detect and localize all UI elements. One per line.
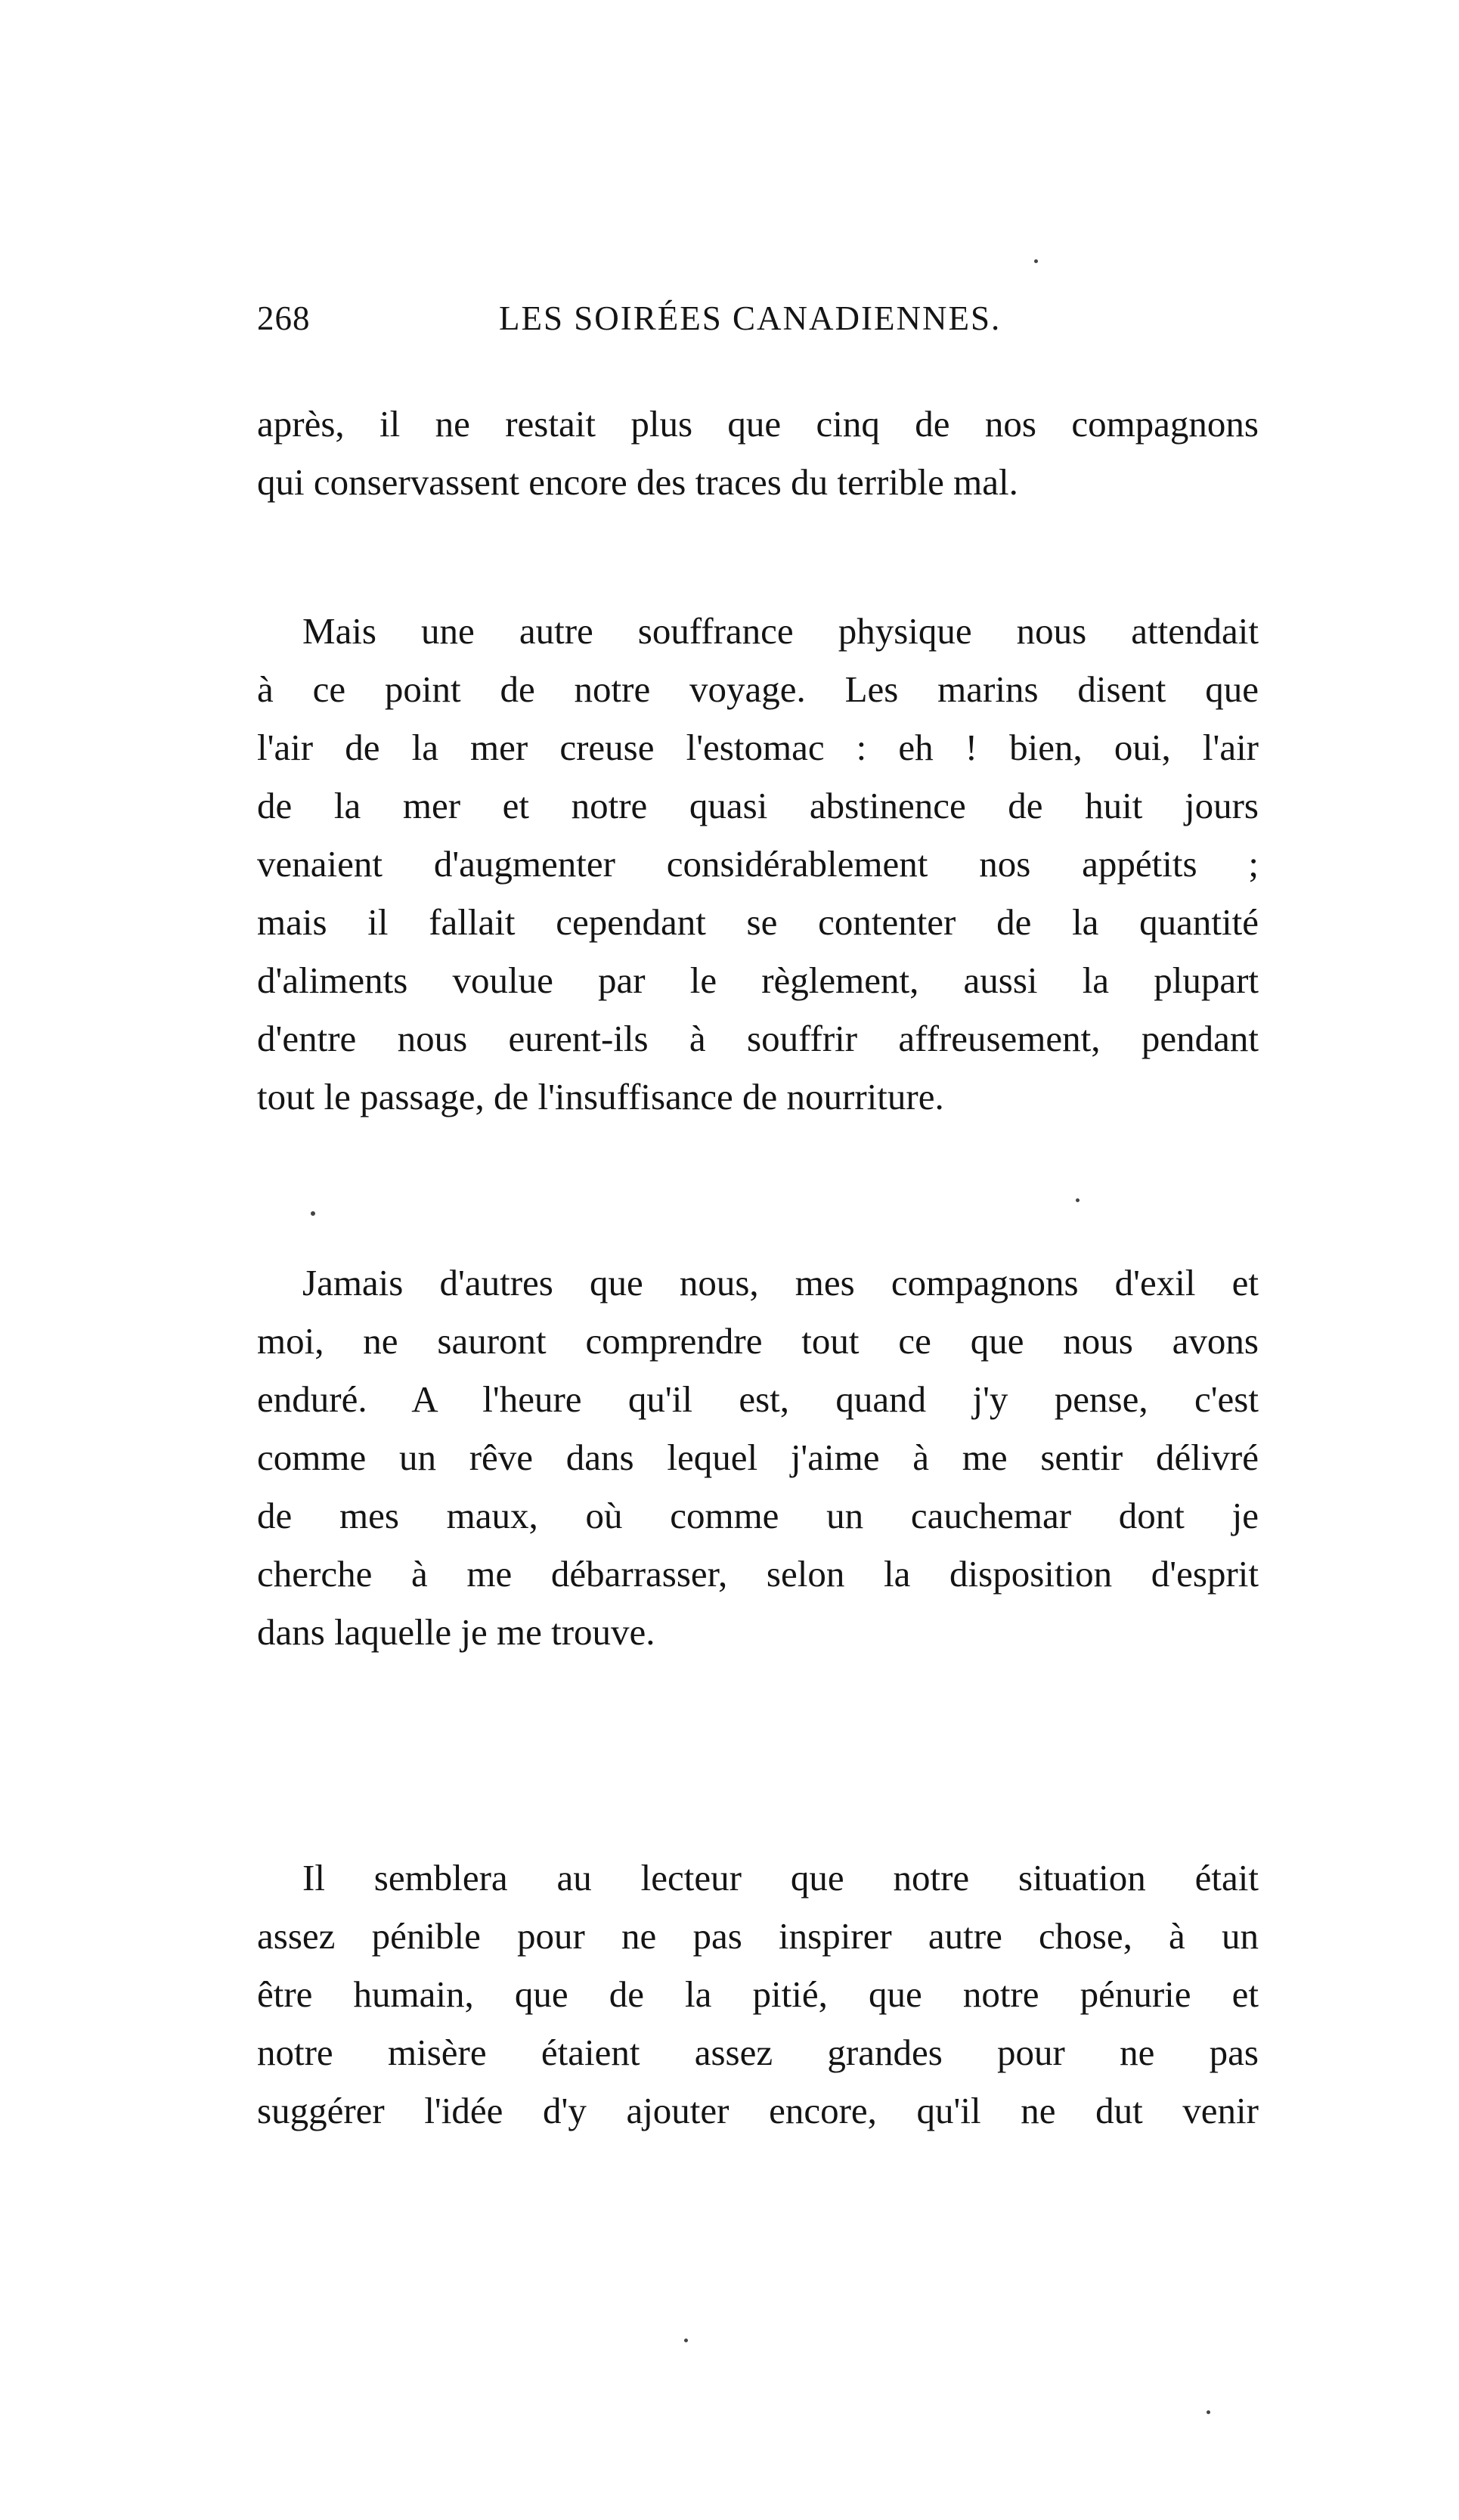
text-line: Mais une autre souffrance physique nous attendait — [302, 610, 1259, 652]
paragraph-1 — [257, 395, 1259, 511]
text-line: après, il ne restait plus que cinq de nos compagnons — [257, 403, 1259, 445]
print-speck — [684, 2339, 688, 2342]
text-line: l'air de la mer creuse l'estomac : eh ! bien, oui, l'air — [257, 727, 1259, 768]
text-line: d'entre nous eurent-ils à souffrir affreusement, pendant — [257, 1018, 1259, 1059]
running-title: LES SOIRÉES CANADIENNES. — [499, 299, 1002, 337]
text-line: d'aliments voulue par le règlement, aussi la plupart — [257, 959, 1259, 1001]
text-line: tout le passage, de l'insuffisance de nourriture. — [257, 1076, 944, 1117]
text-line: comme un rêve dans lequel j'aime à me sentir délivré — [257, 1437, 1259, 1478]
text-line: moi, ne sauront comprendre tout ce que nous avons — [257, 1320, 1259, 1362]
text-line: être humain, que de la pitié, que notre pénurie et — [257, 1973, 1259, 2015]
print-speck — [1034, 259, 1038, 263]
text-line: cherche à me débarrasser, selon la disposition d'esprit — [257, 1553, 1259, 1595]
print-speck — [311, 1211, 315, 1216]
text-line: assez pénible pour ne pas inspirer autre chose, à un — [257, 1915, 1259, 1957]
text-line: de la mer et notre quasi abstinence de huit jours — [257, 785, 1259, 826]
paragraph-4 — [257, 1849, 1259, 2140]
text-line: notre misère étaient assez grandes pour ne pas — [257, 2032, 1259, 2073]
text-line: enduré. A l'heure qu'il est, quand j'y pense, c'est — [257, 1378, 1259, 1420]
text-line: Il semblera au lecteur que notre situation était — [302, 1857, 1259, 1899]
text-line: suggérer l'idée d'y ajouter encore, qu'il ne dut venir — [257, 2090, 1259, 2131]
paragraph-3 — [257, 1254, 1259, 1661]
running-head — [257, 299, 1259, 344]
text-line: venaient d'augmenter considérablement nos appétits ; — [257, 843, 1259, 885]
text-line: Jamais d'autres que nous, mes compagnons d'exil et — [302, 1262, 1259, 1303]
text-line: mais il fallait cependant se contenter de la quantité — [257, 901, 1259, 943]
text-line: dans laquelle je me trouve. — [257, 1611, 655, 1653]
text-line: à ce point de notre voyage. Les marins disent que — [257, 668, 1259, 710]
print-speck — [1076, 1198, 1080, 1202]
page-number: 268 — [257, 299, 311, 337]
print-speck — [1207, 2410, 1210, 2414]
text-line: de mes maux, où comme un cauchemar dont je — [257, 1495, 1259, 1536]
text-line: qui conservassent encore des traces du terrible mal. — [257, 461, 1018, 503]
paragraph-2 — [257, 602, 1259, 1126]
